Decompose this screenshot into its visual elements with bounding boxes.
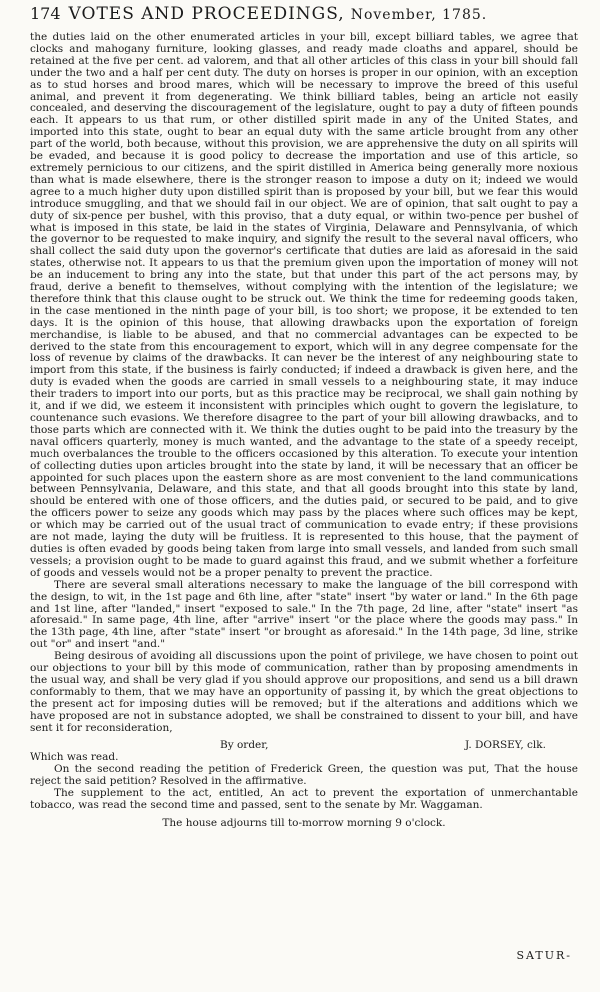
page-number: 174	[30, 4, 61, 23]
body-paragraph-4: Which was read.	[30, 751, 119, 764]
body-paragraph-6: The supplement to the act, entitled, An act to prevent the exportation of unmerchantable tobacco, was read the second time and passed, sent to the senate by Mr. Waggaman.	[30, 787, 578, 811]
catchword: SATUR-	[516, 949, 572, 962]
body-paragraph-2: There are several small alterations necessary to make the language of the bill correspond with the design, to wit, in the 1st page and 6th line, after "state" insert "by water or land." In the 6th page and 1st line, after "landed," insert "exposed to sale." In the 7th page, 2d line, after "state" insert "as aforesaid." In same page, 4th line, after "arrive" insert "or the place where the goods may pass." In the 13th page, 4th line, after "state" insert "or brought as aforesaid." In the 14th page, 3d line, strike out "or" and insert "and."	[30, 578, 578, 651]
page-title: VOTES AND PROCEEDINGS,	[68, 4, 345, 24]
body-paragraph-5: On the second reading the petition of Frederick Green, the question was put, That the house reject the said petition? Resolved in the affirmative.	[30, 763, 578, 788]
body-paragraph-1: the duties laid on the other enumerated articles in your bill, except billiard tables, we agree that clocks and mahogany furniture, looking glasses, and ready made cloaths and apparel, should be retained at the five per cent. ad valorem, and that all other articles of this class in your bill should fall under the two and a half per cent duty. The duty on horses is proper in our opinion, with an exception as to stud horses and brood mares, which will be necessary to improve the breed of this useful animal, and prevent it from degenerating. We think billiard tables, being an article not easily concealed, and deserving the discouragement of the legislature, ought to pay a duty of fifteen pounds each. It appears to us that rum, or other distilled spirit made in any of the United States, and imported into this state, ought to bear an equal duty with the same article brought from any other part of the world, both because, without this provision, we are apprehensive the duty on all spirits will be evaded, and because it is good policy to decrease the importation and use of this article, so extremely pernicious to our citizens, and the spirit distilled in America being generally more noxious than what is made elsewhere, there is the stronger reason to impose a duty on it; indeed we would agree to a much higher duty upon distilled spirit than is proposed by your bill, but we fear this would introduce smuggling, and that we should fail in our object. We are of opinion, that salt ought to pay a duty of six-pence per bushel, with this proviso, that a duty equal, or within two-pence per bushel of what is imposed in this state, be laid in the states of Virginia, Delaware and Pennsylvania, of which the governor to be requested to make inquiry, and signify the result to the several naval officers, who shall collect the said duty upon the governor's certificate that duties are laid as aforesaid in the said states, otherwise not. It appears to us that the premium given upon the importation of money will not be an inducement to bring any into the state, but that under this part of the act persons may, by fraud, derive a benefit to themselves, without complying with the intention of the legislature; we therefore think that this clause ought to be struck out. We think the time for redeeming goods taken, in the case mentioned in the ninth page of your bill, is too short; we propose, it be extended to ten days. It is the opinion of this house, that allowing drawbacks upon the exportation of foreign merchandise, is liable to be abused, and that no commercial advantages can be expected to be derived to the state from this encouragement to export, which will in any degree compensate for the loss of revenue by claims of the drawbacks. It can never be the interest of any neighbouring state to import from this state, if the business is fairly conducted; if indeed a drawback is given here, and the duty is evaded when the goods are carried in small vessels to a neighbouring state, it may induce their traders to import into our ports, but as this practice may be reciprocal, we shall gain nothing by it, and if we did, we esteem it inconsistent with principles which ought to govern the legislature, to countenance such evasions. We therefore disagree to the part of your bill allowing drawbacks, and to those parts which are connected with it. We think the duties ought to be paid into the treasury by the naval officers quarterly, money is much wanted, and the advantage to the state of a speedy receipt, much overbalances the trouble to the officers occasioned by this alteration. To execute your intention of collecting duties upon articles brought into the state by land, it will be necessary that an officer be appointed for such places upon the eastern shore as are most convenient to the land communications between Pennsylvania, Delaware, and this state, and that all goods brought into this state by land, should be entered with one of those officers, and the duties paid, or secured to be paid, and to give the officers power to seize any goods which may pass by the places where such offices may be kept, or which may be carried out of the usual tract of communication to evade entry; if these provisions are not made, laying the duty will be fruitless. It is represented to this house, that the payment of duties is often evaded by goods being taken from large into small vessels, and landed from such small vessels; a provision ought to be made to guard against this fraud, and we submit whether a forfeiture of goods and vessels would not be a proper penalty to prevent the practice.	[30, 31, 578, 579]
signatory-name: J. DORSEY, clk.	[464, 739, 546, 752]
adjournment-line: The house adjourns till to-morrow morning 9 o'clock.	[162, 816, 446, 829]
header-date: November, 1785.	[350, 7, 488, 23]
document-body	[30, 32, 578, 830]
running-header	[30, 4, 578, 32]
by-order: By order,	[220, 739, 269, 752]
body-paragraph-3: Being desirous of avoiding all discussions upon the point of privilege, we have chosen to point out our objections to your bill by this mode of communication, rather than by proposing amendments in the usual way, and shall be very glad if you should approve our propositions, and send us a bill drawn conformably to them, that we may have an opportunity of passing it, by which the great objections to the present act for imposing duties will be removed; but if the alterations and additions which we have proposed are not in substance adopted, we shall be constrained to dissent to your bill, and have sent it for reconsideration,	[30, 650, 578, 734]
